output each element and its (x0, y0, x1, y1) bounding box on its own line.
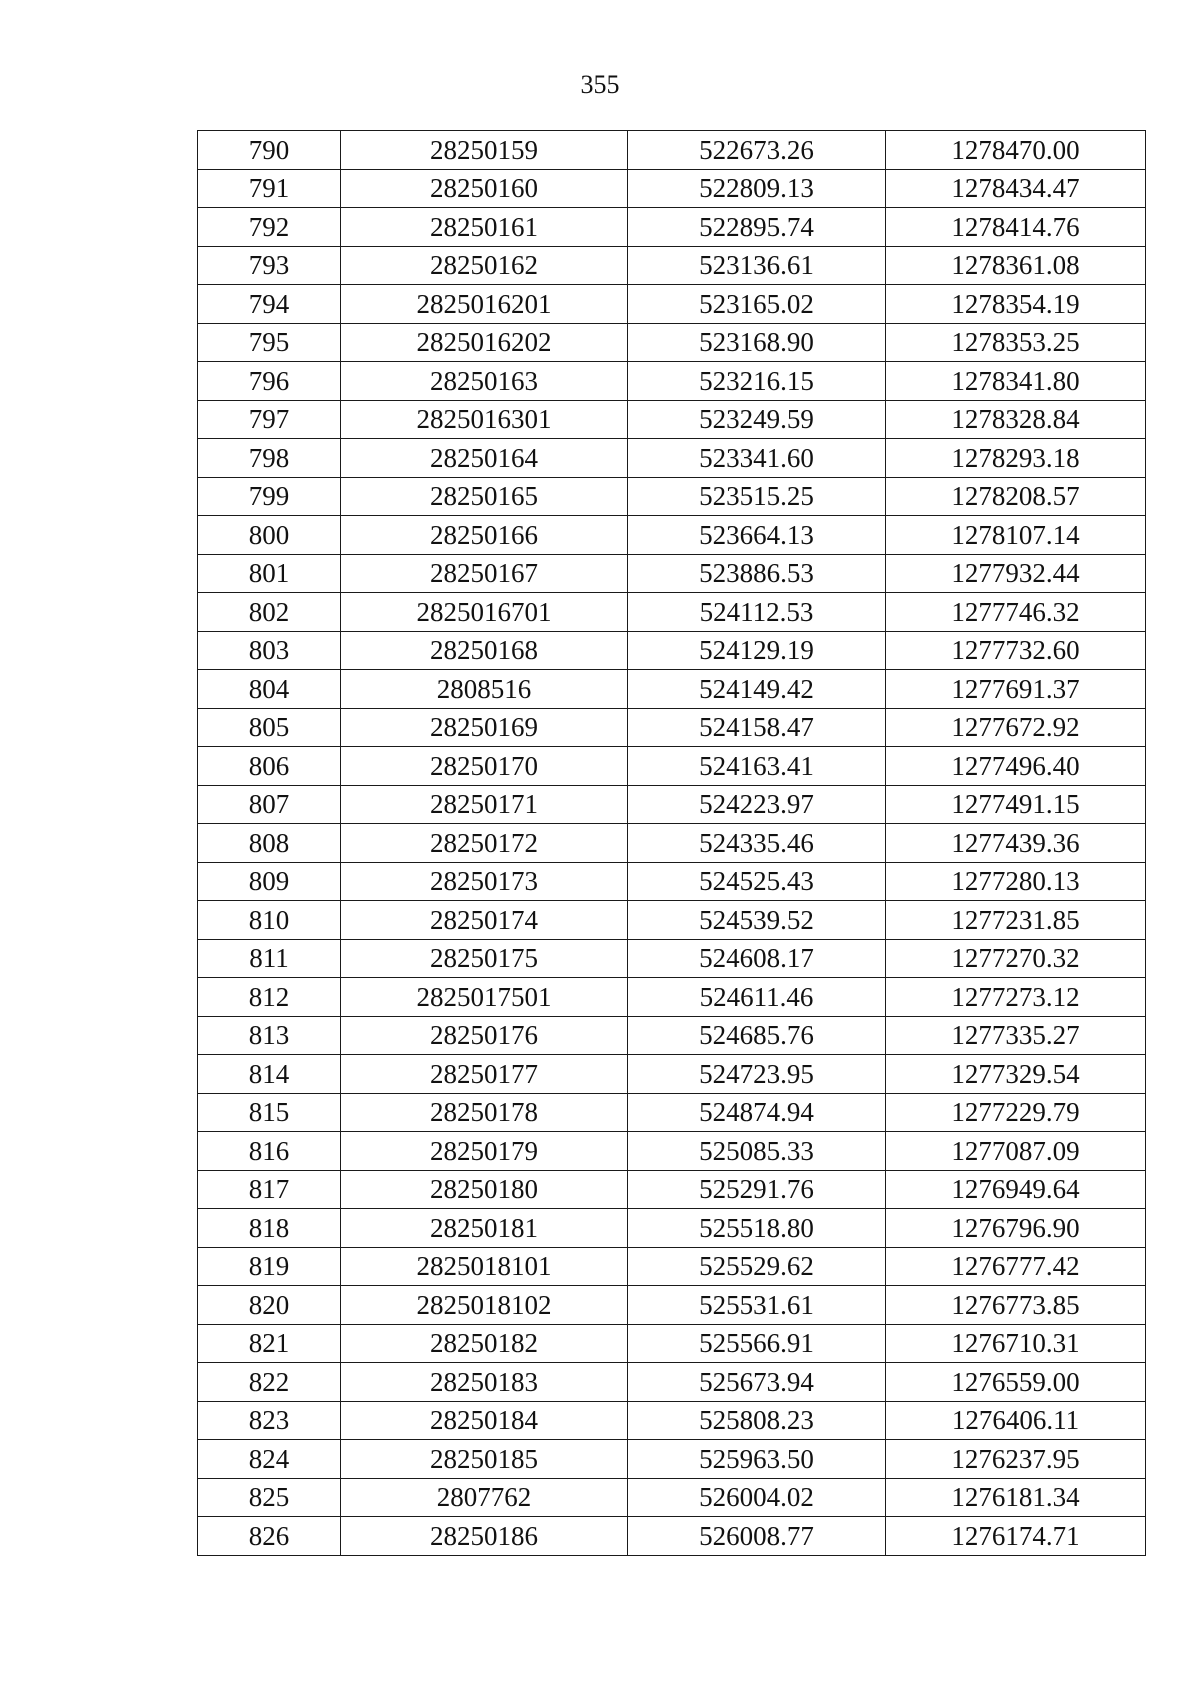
x-coordinate-cell: 524223.97 (628, 785, 886, 824)
x-coordinate-cell: 525566.91 (628, 1324, 886, 1363)
table-row (198, 708, 1146, 747)
x-coordinate-cell: 522673.26 (628, 131, 886, 170)
x-coordinate-cell: 524539.52 (628, 901, 886, 940)
x-coordinate-cell: 524723.95 (628, 1055, 886, 1094)
row-number-cell: 791 (198, 169, 341, 208)
y-coordinate-cell: 1277746.32 (886, 593, 1146, 632)
table-row (198, 131, 1146, 170)
x-coordinate-cell: 523886.53 (628, 554, 886, 593)
table-row (198, 1324, 1146, 1363)
x-coordinate-cell: 525673.94 (628, 1363, 886, 1402)
point-id-cell: 2825017501 (341, 978, 628, 1017)
x-coordinate-cell: 523168.90 (628, 323, 886, 362)
row-number-cell: 811 (198, 939, 341, 978)
y-coordinate-cell: 1276181.34 (886, 1478, 1146, 1517)
y-coordinate-cell: 1277691.37 (886, 670, 1146, 709)
point-id-cell: 28250175 (341, 939, 628, 978)
y-coordinate-cell: 1276174.71 (886, 1517, 1146, 1556)
table-row (198, 1517, 1146, 1556)
row-number-cell: 822 (198, 1363, 341, 1402)
table-row (198, 554, 1146, 593)
point-id-cell: 28250179 (341, 1132, 628, 1171)
table-row (198, 285, 1146, 324)
y-coordinate-cell: 1278354.19 (886, 285, 1146, 324)
y-coordinate-cell: 1277231.85 (886, 901, 1146, 940)
y-coordinate-cell: 1276559.00 (886, 1363, 1146, 1402)
table-row (198, 1055, 1146, 1094)
table-row (198, 477, 1146, 516)
x-coordinate-cell: 523165.02 (628, 285, 886, 324)
row-number-cell: 795 (198, 323, 341, 362)
table-row (198, 1286, 1146, 1325)
page-number: 355 (580, 70, 620, 99)
row-number-cell: 805 (198, 708, 341, 747)
point-id-cell: 28250162 (341, 246, 628, 285)
row-number-cell: 814 (198, 1055, 341, 1094)
x-coordinate-cell: 524335.46 (628, 824, 886, 863)
table-row (198, 1478, 1146, 1517)
y-coordinate-cell: 1277335.27 (886, 1016, 1146, 1055)
row-number-cell: 820 (198, 1286, 341, 1325)
x-coordinate-cell: 524611.46 (628, 978, 886, 1017)
point-id-cell: 28250161 (341, 208, 628, 247)
y-coordinate-cell: 1276773.85 (886, 1286, 1146, 1325)
point-id-cell: 2825016701 (341, 593, 628, 632)
x-coordinate-cell: 525808.23 (628, 1401, 886, 1440)
row-number-cell: 804 (198, 670, 341, 709)
point-id-cell: 28250176 (341, 1016, 628, 1055)
x-coordinate-cell: 525963.50 (628, 1440, 886, 1479)
row-number-cell: 818 (198, 1209, 341, 1248)
point-id-cell: 2825016201 (341, 285, 628, 324)
x-coordinate-cell: 524525.43 (628, 862, 886, 901)
x-coordinate-cell: 524163.41 (628, 747, 886, 786)
point-id-cell: 2825018102 (341, 1286, 628, 1325)
row-number-cell: 798 (198, 439, 341, 478)
y-coordinate-cell: 1276949.64 (886, 1170, 1146, 1209)
coordinates-table (197, 130, 1146, 1556)
y-coordinate-cell: 1276237.95 (886, 1440, 1146, 1479)
table-row (198, 785, 1146, 824)
point-id-cell: 28250171 (341, 785, 628, 824)
table-row (198, 1401, 1146, 1440)
point-id-cell: 28250182 (341, 1324, 628, 1363)
x-coordinate-cell: 522895.74 (628, 208, 886, 247)
table-row (198, 631, 1146, 670)
row-number-cell: 810 (198, 901, 341, 940)
y-coordinate-cell: 1278328.84 (886, 400, 1146, 439)
y-coordinate-cell: 1278434.47 (886, 169, 1146, 208)
x-coordinate-cell: 525085.33 (628, 1132, 886, 1171)
y-coordinate-cell: 1276406.11 (886, 1401, 1146, 1440)
point-id-cell: 2825016202 (341, 323, 628, 362)
x-coordinate-cell: 523515.25 (628, 477, 886, 516)
point-id-cell: 28250174 (341, 901, 628, 940)
point-id-cell: 28250181 (341, 1209, 628, 1248)
y-coordinate-cell: 1278470.00 (886, 131, 1146, 170)
table-row (198, 978, 1146, 1017)
row-number-cell: 793 (198, 246, 341, 285)
x-coordinate-cell: 524685.76 (628, 1016, 886, 1055)
x-coordinate-cell: 526008.77 (628, 1517, 886, 1556)
row-number-cell: 823 (198, 1401, 341, 1440)
row-number-cell: 819 (198, 1247, 341, 1286)
y-coordinate-cell: 1277329.54 (886, 1055, 1146, 1094)
table-row (198, 747, 1146, 786)
x-coordinate-cell: 523664.13 (628, 516, 886, 555)
point-id-cell: 28250163 (341, 362, 628, 401)
point-id-cell: 2807762 (341, 1478, 628, 1517)
table-row (198, 1132, 1146, 1171)
y-coordinate-cell: 1278208.57 (886, 477, 1146, 516)
x-coordinate-cell: 524874.94 (628, 1093, 886, 1132)
point-id-cell: 28250170 (341, 747, 628, 786)
y-coordinate-cell: 1278341.80 (886, 362, 1146, 401)
table-row (198, 670, 1146, 709)
point-id-cell: 28250168 (341, 631, 628, 670)
y-coordinate-cell: 1278414.76 (886, 208, 1146, 247)
row-number-cell: 794 (198, 285, 341, 324)
table-row (198, 862, 1146, 901)
point-id-cell: 28250177 (341, 1055, 628, 1094)
x-coordinate-cell: 523341.60 (628, 439, 886, 478)
x-coordinate-cell: 524112.53 (628, 593, 886, 632)
coordinates-table-body (198, 131, 1146, 1556)
y-coordinate-cell: 1278293.18 (886, 439, 1146, 478)
x-coordinate-cell: 524129.19 (628, 631, 886, 670)
y-coordinate-cell: 1278361.08 (886, 246, 1146, 285)
y-coordinate-cell: 1277672.92 (886, 708, 1146, 747)
y-coordinate-cell: 1277280.13 (886, 862, 1146, 901)
point-id-cell: 28250180 (341, 1170, 628, 1209)
coordinates-table-container (197, 130, 1145, 1556)
row-number-cell: 812 (198, 978, 341, 1017)
row-number-cell: 792 (198, 208, 341, 247)
x-coordinate-cell: 524608.17 (628, 939, 886, 978)
x-coordinate-cell: 523136.61 (628, 246, 886, 285)
point-id-cell: 2825018101 (341, 1247, 628, 1286)
table-row (198, 439, 1146, 478)
row-number-cell: 809 (198, 862, 341, 901)
point-id-cell: 28250178 (341, 1093, 628, 1132)
x-coordinate-cell: 525518.80 (628, 1209, 886, 1248)
y-coordinate-cell: 1276777.42 (886, 1247, 1146, 1286)
x-coordinate-cell: 525291.76 (628, 1170, 886, 1209)
table-row (198, 323, 1146, 362)
row-number-cell: 807 (198, 785, 341, 824)
table-row (198, 516, 1146, 555)
table-row (198, 939, 1146, 978)
x-coordinate-cell: 522809.13 (628, 169, 886, 208)
row-number-cell: 796 (198, 362, 341, 401)
row-number-cell: 826 (198, 1517, 341, 1556)
x-coordinate-cell: 523216.15 (628, 362, 886, 401)
table-row (198, 1209, 1146, 1248)
point-id-cell: 28250183 (341, 1363, 628, 1402)
point-id-cell: 2825016301 (341, 400, 628, 439)
row-number-cell: 808 (198, 824, 341, 863)
row-number-cell: 821 (198, 1324, 341, 1363)
table-row (198, 1363, 1146, 1402)
point-id-cell: 28250186 (341, 1517, 628, 1556)
point-id-cell: 28250172 (341, 824, 628, 863)
point-id-cell: 28250169 (341, 708, 628, 747)
row-number-cell: 790 (198, 131, 341, 170)
y-coordinate-cell: 1278353.25 (886, 323, 1146, 362)
x-coordinate-cell: 524149.42 (628, 670, 886, 709)
y-coordinate-cell: 1278107.14 (886, 516, 1146, 555)
point-id-cell: 28250173 (341, 862, 628, 901)
row-number-cell: 799 (198, 477, 341, 516)
table-row (198, 1093, 1146, 1132)
row-number-cell: 801 (198, 554, 341, 593)
y-coordinate-cell: 1276796.90 (886, 1209, 1146, 1248)
row-number-cell: 806 (198, 747, 341, 786)
row-number-cell: 815 (198, 1093, 341, 1132)
y-coordinate-cell: 1277087.09 (886, 1132, 1146, 1171)
point-id-cell: 28250164 (341, 439, 628, 478)
point-id-cell: 28250167 (341, 554, 628, 593)
row-number-cell: 824 (198, 1440, 341, 1479)
table-row (198, 901, 1146, 940)
row-number-cell: 816 (198, 1132, 341, 1171)
row-number-cell: 813 (198, 1016, 341, 1055)
table-row (198, 1440, 1146, 1479)
y-coordinate-cell: 1276710.31 (886, 1324, 1146, 1363)
x-coordinate-cell: 526004.02 (628, 1478, 886, 1517)
row-number-cell: 800 (198, 516, 341, 555)
y-coordinate-cell: 1277270.32 (886, 939, 1146, 978)
y-coordinate-cell: 1277932.44 (886, 554, 1146, 593)
point-id-cell: 28250184 (341, 1401, 628, 1440)
y-coordinate-cell: 1277439.36 (886, 824, 1146, 863)
row-number-cell: 817 (198, 1170, 341, 1209)
point-id-cell: 2808516 (341, 670, 628, 709)
y-coordinate-cell: 1277491.15 (886, 785, 1146, 824)
x-coordinate-cell: 523249.59 (628, 400, 886, 439)
point-id-cell: 28250166 (341, 516, 628, 555)
y-coordinate-cell: 1277732.60 (886, 631, 1146, 670)
table-row (198, 246, 1146, 285)
table-row (198, 169, 1146, 208)
y-coordinate-cell: 1277229.79 (886, 1093, 1146, 1132)
x-coordinate-cell: 525529.62 (628, 1247, 886, 1286)
table-row (198, 1247, 1146, 1286)
x-coordinate-cell: 524158.47 (628, 708, 886, 747)
y-coordinate-cell: 1277496.40 (886, 747, 1146, 786)
table-row (198, 1016, 1146, 1055)
table-row (198, 1170, 1146, 1209)
point-id-cell: 28250159 (341, 131, 628, 170)
row-number-cell: 802 (198, 593, 341, 632)
point-id-cell: 28250160 (341, 169, 628, 208)
point-id-cell: 28250165 (341, 477, 628, 516)
point-id-cell: 28250185 (341, 1440, 628, 1479)
y-coordinate-cell: 1277273.12 (886, 978, 1146, 1017)
row-number-cell: 797 (198, 400, 341, 439)
table-row (198, 208, 1146, 247)
x-coordinate-cell: 525531.61 (628, 1286, 886, 1325)
table-row (198, 400, 1146, 439)
row-number-cell: 803 (198, 631, 341, 670)
table-row (198, 824, 1146, 863)
row-number-cell: 825 (198, 1478, 341, 1517)
table-row (198, 593, 1146, 632)
table-row (198, 362, 1146, 401)
